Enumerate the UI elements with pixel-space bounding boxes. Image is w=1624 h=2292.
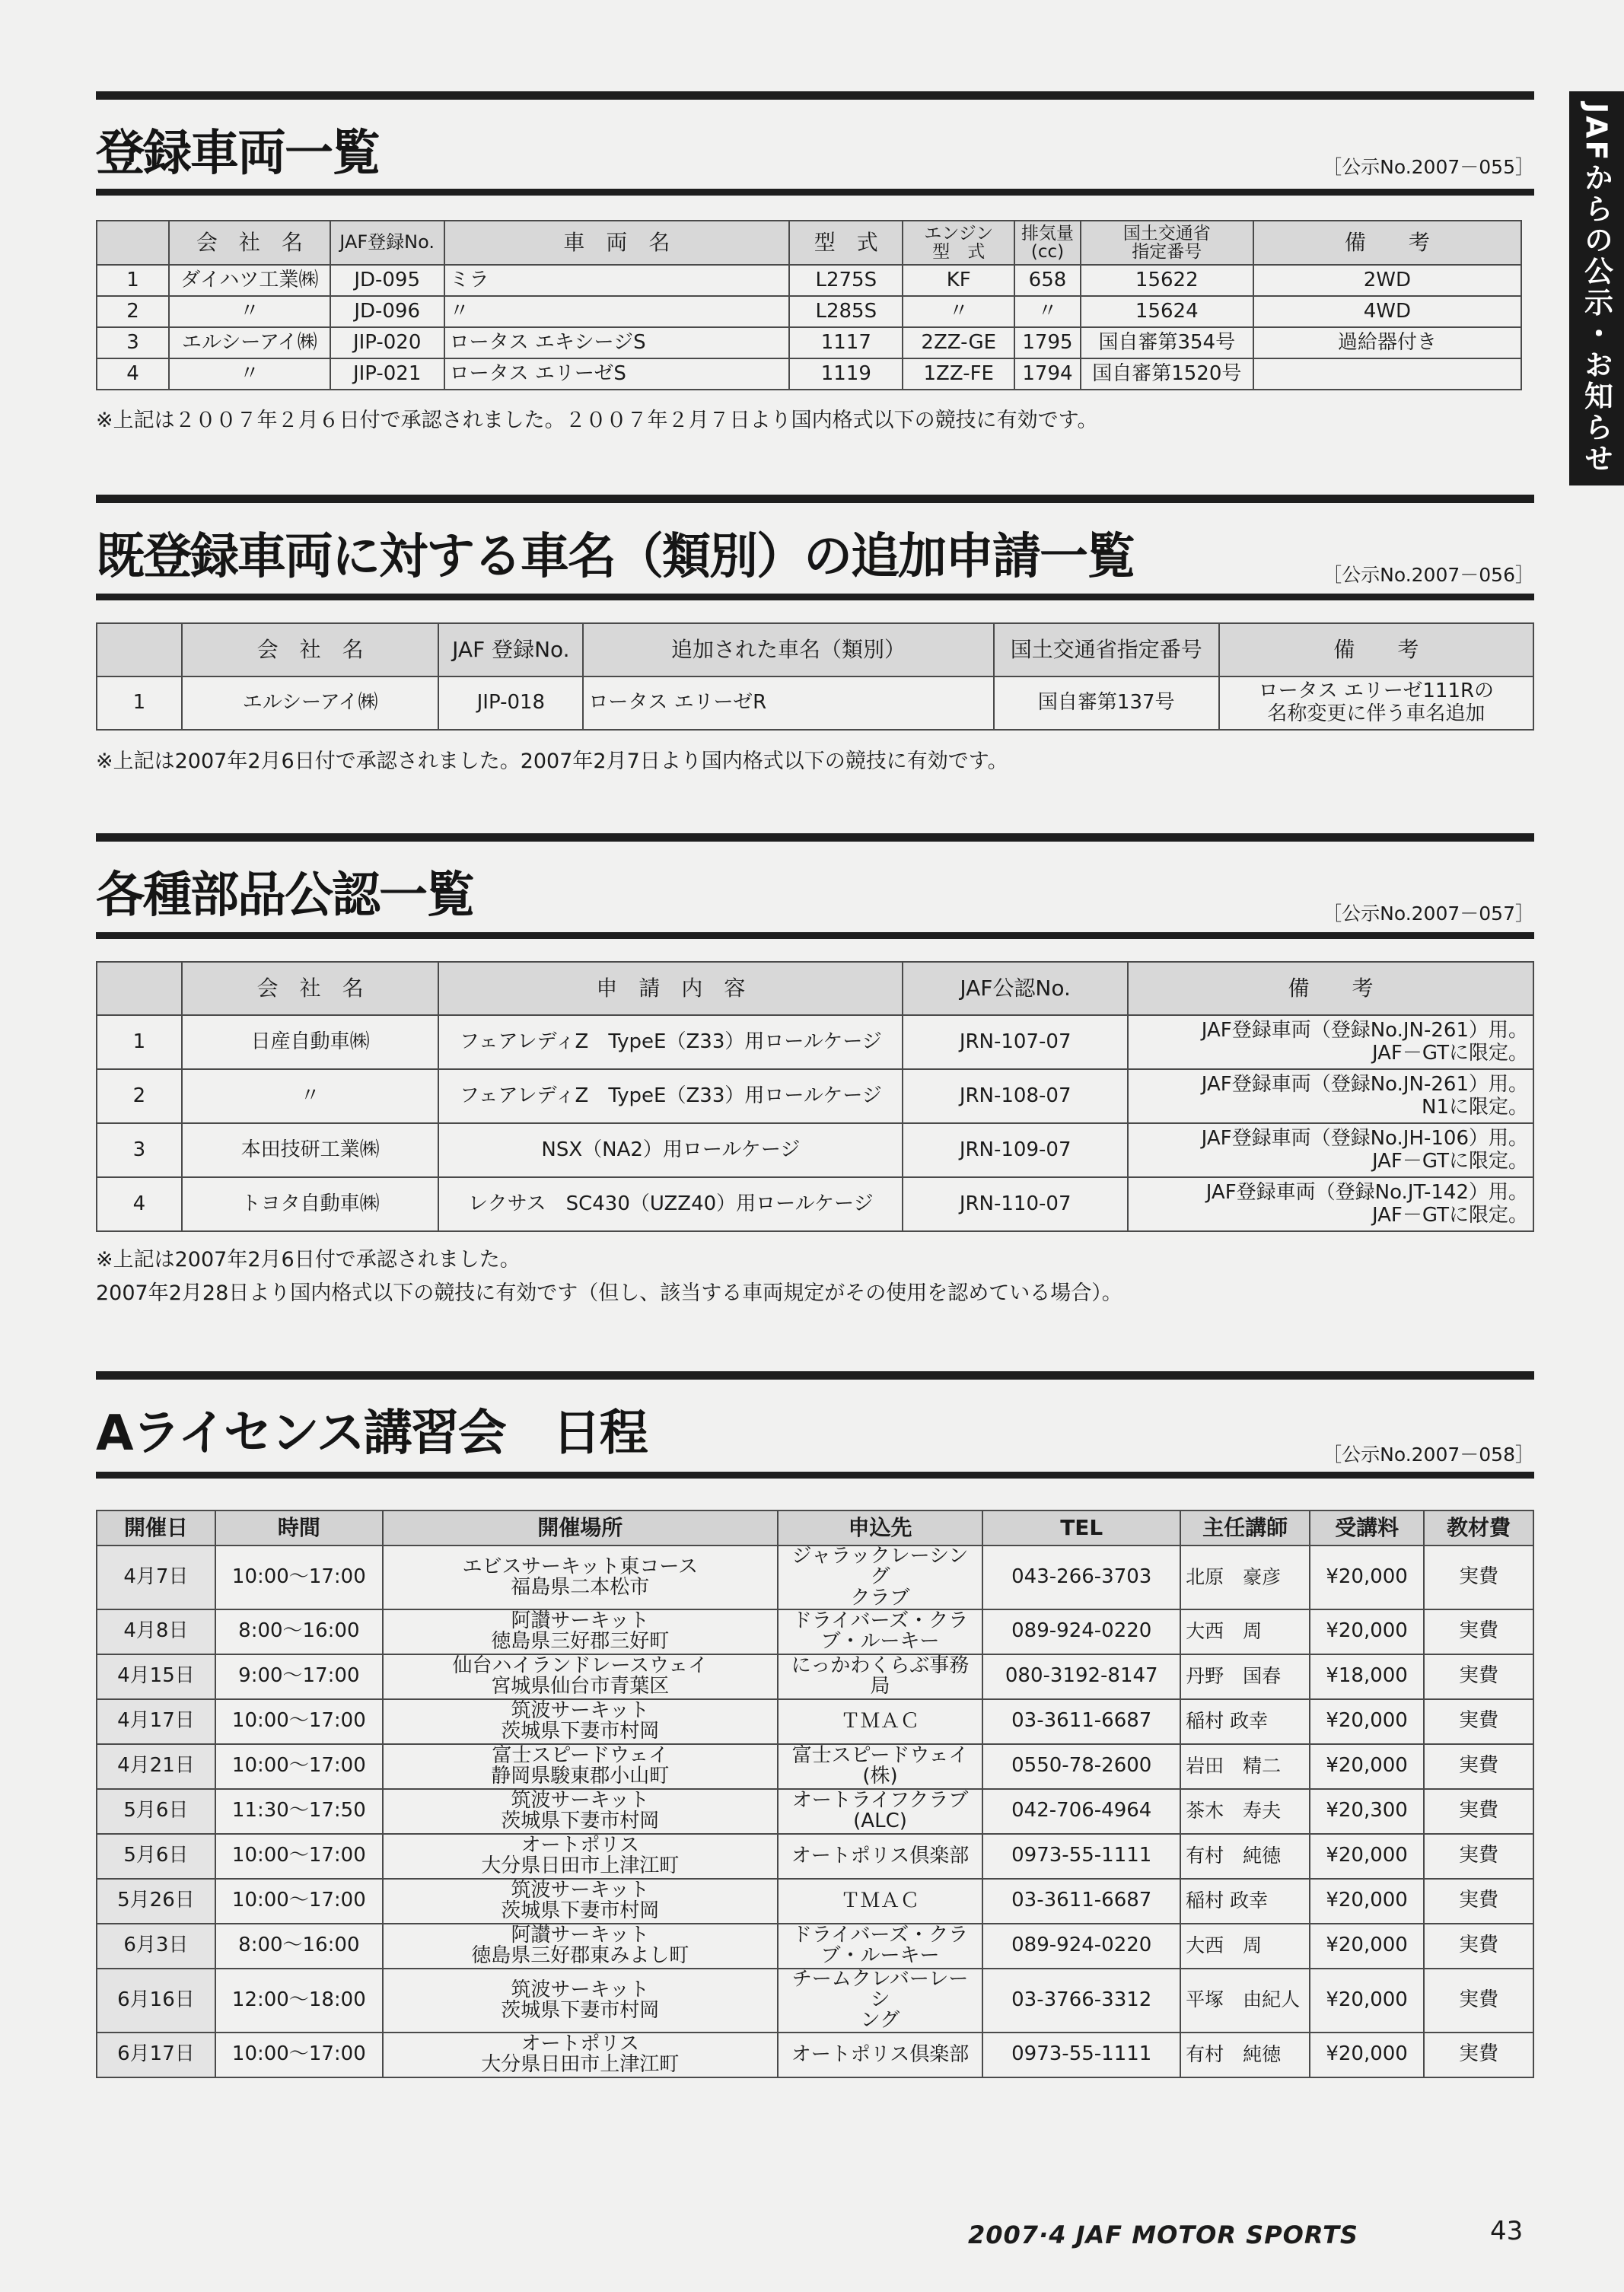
cell: 筑波サーキット 茨城県下妻市村岡 (383, 1969, 778, 2033)
cell: ＴＭＡＣ (778, 1879, 983, 1924)
section-parts-homologation (96, 833, 1534, 1320)
cell: 4月7日 (97, 1546, 215, 1609)
cell: 5月26日 (97, 1879, 215, 1924)
cell: 080-3192-8147 (982, 1654, 1180, 1699)
cell: 〃 (182, 1069, 439, 1123)
table-row (97, 1177, 1533, 1231)
cell: 043-266-3703 (982, 1546, 1180, 1609)
cell: 阿讃サーキット 徳島県三好郡三好町 (383, 1609, 778, 1654)
section-title: 各種部品公認一覧 (96, 867, 473, 924)
cell: ロータス エリーゼ111Rの 名称変更に伴う車名追加 (1219, 676, 1533, 730)
table-row (97, 1789, 1533, 1834)
cell: 1 (97, 1015, 182, 1069)
notice-number: ［公示No.2007－058］ (1323, 1444, 1534, 1466)
section-bottom-rule (96, 932, 1534, 939)
cell: 実費 (1424, 1879, 1533, 1924)
cell: 2 (97, 296, 169, 327)
cell: フェアレディZ TypeE（Z33）用ロールケージ (438, 1069, 903, 1123)
header-cell: 追加された車名（類別） (583, 623, 993, 676)
cell: 実費 (1424, 1744, 1533, 1789)
cell: 5月6日 (97, 1789, 215, 1834)
header-cell: 備 考 (1219, 623, 1533, 676)
cell: 3 (97, 327, 169, 358)
magazine-footer: 2007·4 JAF MOTOR SPORTS (968, 2220, 1358, 2249)
cell: 稲村 政幸 (1180, 1699, 1310, 1744)
cell: ¥20,000 (1310, 1699, 1424, 1744)
cell: 3 (97, 1123, 182, 1177)
cell: 1117 (789, 327, 903, 358)
section-top-rule (96, 495, 1534, 503)
cell: 658 (1014, 265, 1081, 296)
parts-homologation-table (96, 961, 1534, 1232)
section-title: Aライセンス講習会 日程 (96, 1405, 647, 1462)
header-cell: TEL (982, 1510, 1180, 1546)
cell: 実費 (1424, 1654, 1533, 1699)
table-row (97, 265, 1521, 296)
cell: JAF登録車両（登録No.JN-261）用。 JAF－GTに限定。 (1128, 1015, 1533, 1069)
cell: 4 (97, 1177, 182, 1231)
cell: 平塚 由紀人 (1180, 1969, 1310, 2033)
cell: JAF登録車両（登録No.JN-261）用。 N1に限定。 (1128, 1069, 1533, 1123)
cell: 大西 周 (1180, 1924, 1310, 1969)
side-category-tab: JAFからの公示・お知らせ (1569, 91, 1624, 485)
cell: 実費 (1424, 1924, 1533, 1969)
cell: 富士スピードウェイ 静岡県駿東郡小山町 (383, 1744, 778, 1789)
cell: 10:00～17:00 (215, 1879, 383, 1924)
header-cell: JAF登録No. (330, 221, 444, 265)
cell: 6月17日 (97, 2033, 215, 2077)
cell: 089-924-0220 (982, 1609, 1180, 1654)
cell: 6月16日 (97, 1969, 215, 2033)
table-row (97, 1834, 1533, 1879)
cell: 筑波サーキット 茨城県下妻市村岡 (383, 1789, 778, 1834)
notice-number: ［公示No.2007－057］ (1323, 902, 1534, 925)
header-cell: 主任講師 (1180, 1510, 1310, 1546)
cell: 1794 (1014, 358, 1081, 390)
cell: ¥20,000 (1310, 1879, 1424, 1924)
cell: 10:00～17:00 (215, 1546, 383, 1609)
cell: 4月21日 (97, 1744, 215, 1789)
table-row (97, 1699, 1533, 1744)
header-cell: 会 社 名 (182, 962, 439, 1015)
cell: 実費 (1424, 1609, 1533, 1654)
cell: 国自審第354号 (1081, 327, 1253, 358)
cell: JAF登録車両（登録No.JT-142）用。 JAF－GTに限定。 (1128, 1177, 1533, 1231)
table-row (97, 1969, 1533, 2033)
cell: 5月6日 (97, 1834, 215, 1879)
approval-note: ※上記は2007年2月6日付で承認されました。 (96, 1248, 521, 1272)
cell: 15624 (1081, 296, 1253, 327)
header-cell: 開催場所 (383, 1510, 778, 1546)
section-bottom-rule (96, 1472, 1534, 1479)
cell: 国自審第1520号 (1081, 358, 1253, 390)
cell: 4月15日 (97, 1654, 215, 1699)
cell: L285S (789, 296, 903, 327)
cell: 2 (97, 1069, 182, 1123)
cell: 仙台ハイランドレースウェイ 宮城県仙台市青葉区 (383, 1654, 778, 1699)
cell: レクサス SC430（UZZ40）用ロールケージ (438, 1177, 903, 1231)
cell: 8:00～16:00 (215, 1609, 383, 1654)
cell: 0550-78-2600 (982, 1744, 1180, 1789)
table-header-row (97, 1510, 1533, 1546)
section-top-rule (96, 833, 1534, 842)
cell: KF (903, 265, 1014, 296)
cell: 大西 周 (1180, 1609, 1310, 1654)
cell: チームクレバーレーシ ング (778, 1969, 983, 2033)
header-cell: 時間 (215, 1510, 383, 1546)
header-cell: JAF 登録No. (438, 623, 583, 676)
table-row (97, 1546, 1533, 1609)
cell: 2WD (1253, 265, 1521, 296)
cell: 0973-55-1111 (982, 2033, 1180, 2077)
cell: 実費 (1424, 1969, 1533, 2033)
approval-note: ※上記は2007年2月6日付で承認されました。2007年2月7日より国内格式以下の競技に有効です。 (96, 750, 1008, 773)
cell: 日産自動車㈱ (182, 1015, 439, 1069)
cell: 03-3611-6687 (982, 1699, 1180, 1744)
cell: JRN-110-07 (903, 1177, 1128, 1231)
table-row (97, 296, 1521, 327)
section-title: 登録車両一覧 (96, 126, 379, 182)
table-row (97, 1924, 1533, 1969)
cell: ¥20,000 (1310, 1546, 1424, 1609)
header-cell: 型 式 (789, 221, 903, 265)
cell: オートポリス倶楽部 (778, 2033, 983, 2077)
cell: L275S (789, 265, 903, 296)
cell: ロータス エリーゼS (444, 358, 790, 390)
cell: JAF登録車両（登録No.JH-106）用。 JAF－GTに限定。 (1128, 1123, 1533, 1177)
additional-names-table (96, 622, 1534, 731)
header-cell: 会 社 名 (182, 623, 439, 676)
cell: 筑波サーキット 茨城県下妻市村岡 (383, 1879, 778, 1924)
cell: 10:00～17:00 (215, 1834, 383, 1879)
cell: JD-096 (330, 296, 444, 327)
cell: 0973-55-1111 (982, 1834, 1180, 1879)
cell: 1ZZ-FE (903, 358, 1014, 390)
section-bottom-rule (96, 189, 1534, 196)
header-cell: 車 両 名 (444, 221, 790, 265)
cell: 042-706-4964 (982, 1789, 1180, 1834)
registered-vehicles-table (96, 220, 1522, 390)
header-cell: 教材費 (1424, 1510, 1533, 1546)
cell: 03-3766-3312 (982, 1969, 1180, 2033)
header-cell: 申込先 (778, 1510, 983, 1546)
cell: 岩田 精二 (1180, 1744, 1310, 1789)
cell: にっかわくらぶ事務局 (778, 1654, 983, 1699)
cell: 〃 (1014, 296, 1081, 327)
cell: ¥20,000 (1310, 2033, 1424, 2077)
page-number: 43 (1490, 2216, 1524, 2246)
cell: 〃 (169, 358, 330, 390)
validity-note: 2007年2月28日より国内格式以下の競技に有効です（但し、該当する車両規定がその使用を認めている場合）。 (96, 1281, 1122, 1305)
cell: ¥20,000 (1310, 1609, 1424, 1654)
cell: 9:00～17:00 (215, 1654, 383, 1699)
cell: 〃 (169, 296, 330, 327)
cell: 1795 (1014, 327, 1081, 358)
cell: ＴＭＡＣ (778, 1699, 983, 1744)
cell: 過給器付き (1253, 327, 1521, 358)
header-cell: 国土交通省 指定番号 (1081, 221, 1253, 265)
cell: エルシーアイ㈱ (182, 676, 439, 730)
cell: 実費 (1424, 1789, 1533, 1834)
section-top-rule (96, 1371, 1534, 1380)
cell: 〃 (444, 296, 790, 327)
cell: 03-3611-6687 (982, 1879, 1180, 1924)
cell: 実費 (1424, 1699, 1533, 1744)
table-row (97, 1123, 1533, 1177)
cell: 北原 豪彦 (1180, 1546, 1310, 1609)
cell: ¥18,000 (1310, 1654, 1424, 1699)
a-license-schedule-table (96, 1510, 1534, 2078)
cell: オートポリス倶楽部 (778, 1834, 983, 1879)
table-row (97, 1069, 1533, 1123)
cell: 1119 (789, 358, 903, 390)
header-cell: 受講料 (1310, 1510, 1424, 1546)
cell: 12:00～18:00 (215, 1969, 383, 2033)
header-cell: 備 考 (1128, 962, 1533, 1015)
notice-number: ［公示No.2007－056］ (1323, 564, 1534, 586)
cell: ロータス エリーゼR (583, 676, 993, 730)
cell: ¥20,000 (1310, 1834, 1424, 1879)
cell: NSX（NA2）用ロールケージ (438, 1123, 903, 1177)
header-cell: 申 請 内 容 (438, 962, 903, 1015)
table-header-row (97, 221, 1521, 265)
table-row (97, 358, 1521, 390)
section-title: 既登録車両に対する車名（類別）の追加申請一覧 (96, 529, 1134, 585)
cell: 丹野 国春 (1180, 1654, 1310, 1699)
cell: 国自審第137号 (994, 676, 1219, 730)
table-header-row (97, 962, 1533, 1015)
cell: オートポリス 大分県日田市上津江町 (383, 2033, 778, 2077)
cell: 10:00～17:00 (215, 2033, 383, 2077)
cell: 実費 (1424, 1834, 1533, 1879)
cell: JD-095 (330, 265, 444, 296)
cell: ¥20,000 (1310, 1969, 1424, 2033)
cell: 11:30～17:50 (215, 1789, 383, 1834)
cell: ダイハツ工業㈱ (169, 265, 330, 296)
cell: 4WD (1253, 296, 1521, 327)
cell: 茶木 寿夫 (1180, 1789, 1310, 1834)
table-row (97, 1654, 1533, 1699)
cell: ¥20,000 (1310, 1744, 1424, 1789)
header-cell (97, 623, 182, 676)
cell: ¥20,000 (1310, 1924, 1424, 1969)
cell: JRN-108-07 (903, 1069, 1128, 1123)
cell: ドライバーズ・クラ ブ・ルーキー (778, 1609, 983, 1654)
table-row (97, 1015, 1533, 1069)
cell: 有村 純徳 (1180, 2033, 1310, 2077)
cell (1253, 358, 1521, 390)
cell: JRN-109-07 (903, 1123, 1128, 1177)
cell: 4月8日 (97, 1609, 215, 1654)
table-row (97, 676, 1533, 730)
header-cell: エンジン 型 式 (903, 221, 1014, 265)
cell: 富士スピードウェイ (株) (778, 1744, 983, 1789)
header-cell: JAF公認No. (903, 962, 1128, 1015)
table-row (97, 1609, 1533, 1654)
cell: ロータス エキシージS (444, 327, 790, 358)
cell: 実費 (1424, 2033, 1533, 2077)
cell: オートポリス 大分県日田市上津江町 (383, 1834, 778, 1879)
cell: 筑波サーキット 茨城県下妻市村岡 (383, 1699, 778, 1744)
cell: 実費 (1424, 1546, 1533, 1609)
cell: フェアレディZ TypeE（Z33）用ロールケージ (438, 1015, 903, 1069)
notice-number: ［公示No.2007－055］ (1323, 156, 1534, 178)
cell: 15622 (1081, 265, 1253, 296)
header-cell: 会 社 名 (169, 221, 330, 265)
cell: トヨタ自動車㈱ (182, 1177, 439, 1231)
cell: 稲村 政幸 (1180, 1879, 1310, 1924)
section-a-license-schedule (96, 1371, 1534, 2077)
cell: 089-924-0220 (982, 1924, 1180, 1969)
cell: 2ZZ-GE (903, 327, 1014, 358)
section-top-rule (96, 91, 1534, 100)
table-row (97, 327, 1521, 358)
table-row (97, 1744, 1533, 1789)
cell: 6月3日 (97, 1924, 215, 1969)
cell: JIP-021 (330, 358, 444, 390)
section-bottom-rule (96, 594, 1534, 600)
header-cell: 国土交通省指定番号 (994, 623, 1219, 676)
schedule-body (97, 1546, 1533, 2077)
cell: JIP-020 (330, 327, 444, 358)
cell: 4 (97, 358, 169, 390)
cell: オートライフクラブ (ALC) (778, 1789, 983, 1834)
cell: 10:00～17:00 (215, 1699, 383, 1744)
section-additional-vehicle-names (96, 495, 1534, 784)
cell: 有村 純徳 (1180, 1834, 1310, 1879)
cell: ドライバーズ・クラ ブ・ルーキー (778, 1924, 983, 1969)
cell: 1 (97, 265, 169, 296)
cell: 〃 (903, 296, 1014, 327)
header-cell: 開催日 (97, 1510, 215, 1546)
cell: 1 (97, 676, 182, 730)
table-row (97, 2033, 1533, 2077)
cell: エビスサーキット東コース 福島県二本松市 (383, 1546, 778, 1609)
approval-note: ※上記は２００７年２月６日付で承認されました。２００７年２月７日より国内格式以下の競技に有効です。 (96, 409, 1098, 432)
table-row (97, 1879, 1533, 1924)
cell: 10:00～17:00 (215, 1744, 383, 1789)
header-cell (97, 962, 182, 1015)
cell: 阿讃サーキット 徳島県三好郡東みよし町 (383, 1924, 778, 1969)
header-cell (97, 221, 169, 265)
cell: JIP-018 (438, 676, 583, 730)
cell: 本田技研工業㈱ (182, 1123, 439, 1177)
cell: JRN-107-07 (903, 1015, 1128, 1069)
cell: 8:00～16:00 (215, 1924, 383, 1969)
header-cell: 排気量 (cc) (1014, 221, 1081, 265)
cell: ジャラックレーシング クラブ (778, 1546, 983, 1609)
cell: ¥20,300 (1310, 1789, 1424, 1834)
table-header-row (97, 623, 1533, 676)
header-cell: 備 考 (1253, 221, 1521, 265)
cell: エルシーアイ㈱ (169, 327, 330, 358)
cell: 4月17日 (97, 1699, 215, 1744)
section-registered-vehicles (96, 91, 1534, 441)
cell: ミラ (444, 265, 790, 296)
